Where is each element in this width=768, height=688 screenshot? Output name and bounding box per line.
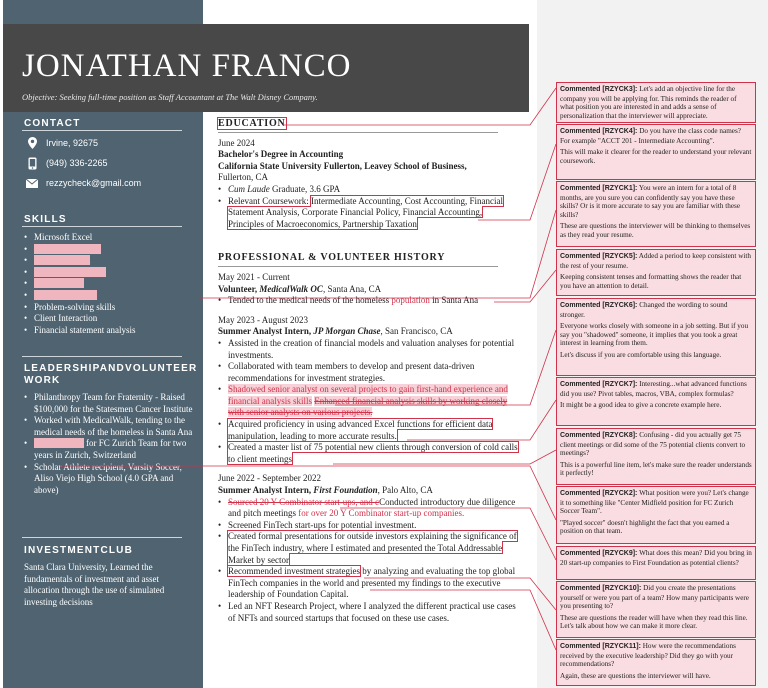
job3-dates: June 2022 - September 2022	[218, 473, 321, 484]
location-row	[24, 133, 194, 153]
location-pin-icon	[24, 137, 40, 149]
education-title: EDUCATION	[218, 118, 286, 129]
school: California State University Fullerton, Leavey School of Business,	[218, 160, 467, 171]
contact-title: CONTACT	[24, 118, 81, 129]
leadership-section	[24, 363, 198, 387]
contact-section	[24, 118, 194, 129]
skills-divider	[22, 226, 182, 227]
job2-bullet: • Collaborated with team members to develop and present data-driven recommendations for investment strategies.	[218, 361, 518, 384]
comment-card[interactable]: Commented [RZYCK4]: Do you have the class code names? For example "ACCT 201 - Intermediate Accounting". This will make it clearer for the reader to understand your relevant coursework.	[556, 124, 756, 180]
mail-icon	[24, 179, 40, 188]
job3-heading: Summer Analyst Intern, First Foundation, Palo Alto, CA	[218, 485, 433, 496]
coursework-item: • Relevant Coursework: Intermediate Accounting, Cost Accounting, Financial Statement Analysis, Corporate Financial Policy, Financial Accounting, Principles of Macroeconomics, Partnership Taxation	[218, 196, 518, 231]
honors-item: • Cum Laude Graduate, 3.6 GPA	[218, 184, 518, 196]
phone-row	[24, 153, 194, 173]
job3-bullet: • Screened FinTech start-ups for potential investment.	[218, 520, 518, 532]
job2-bullet: • Created a master list of 75 potential new clients through conversion of cold calls to client meetings	[218, 442, 518, 465]
job2-bullet: • Shadowed senior analyst on several projects to gain first-hand experience and financial analysis skills Enhanced financial analysis skills by working closely with senior analysts on various projects.	[218, 384, 518, 419]
experience-title: PROFESSIONAL & VOLUNTEER HISTORY	[218, 252, 446, 264]
leadership-item: • Philanthropy Team for Fraternity - Raised $100,000 for the Statesmen Cancer Institute	[24, 392, 194, 415]
job3-bullet: • Sourced 20 Y Combinator start-ups, and cConducted introductory due diligence and pitch meetings for over 20 Y Combinator start-up companies.	[218, 497, 518, 520]
job2-bullet: • Acquired proficiency in using advanced Excel functions for efficient data manipulation, leading to more accurate results.	[218, 419, 518, 442]
contact-divider	[22, 130, 182, 131]
leadership-item: • Scholar Athlete recipient, Varsity Soccer, Aliso Viejo High School (4.0 GPA and above)	[24, 462, 194, 497]
skill-item: • Detail-Oriented	[24, 255, 194, 267]
leadership-top-divider	[22, 356, 182, 357]
comment-card[interactable]: Commented [RZYCK2]: What position were you? Let's change it to something like "Center Midfield position for FC Zurich Soccer Team". "Played soccer" doesn't highlight the fact that you earned a position on that team.	[556, 486, 756, 544]
investment-title: INVESTMENTCLUB	[24, 545, 134, 556]
leadership-item: • Worked with MedicalWalk, tending to the medical needs of the homeless in Santa Ana	[24, 415, 194, 438]
job1-heading: Volunteer, MedicalWalk OC, Santa Ana, CA	[218, 283, 382, 294]
main-content	[218, 118, 518, 624]
skill-item: • Client Interaction	[24, 313, 194, 325]
contact-rows	[24, 133, 194, 193]
skill-item: • Data Analysis	[24, 278, 194, 290]
comment-card[interactable]: Commented [RZYCK5]: Added a period to keep consistent with the rest of your resume. Keeping consistent tenses and formatting shows the reader that you have an attention to detail.	[556, 249, 756, 296]
job2-heading: Summer Analyst Intern, JP Morgan Chase, San Francisco, CA	[218, 326, 453, 337]
job2-list	[218, 338, 518, 466]
education-date: June 2024	[218, 137, 255, 148]
leadership-list	[24, 392, 194, 496]
job2-dates: May 2023 - August 2023	[218, 314, 308, 325]
objective-line: Objective: Seeking full-time position as Staff Accountant at The Walt Disney Company.	[22, 92, 318, 102]
investment-top-divider	[22, 537, 182, 538]
phone-text: (949) 336-2265	[46, 158, 108, 168]
comment-card[interactable]: Commented [RZYCK10]: Did you create the presentations yourself or were you part of a team? How many participants were you presenting to? These are questions the reader will have when they read this line. Let's talk about how we can make it more clear.	[556, 581, 756, 638]
skills-list	[24, 232, 194, 336]
skill-item: • Team Collaboration	[24, 267, 194, 279]
job1-list	[218, 295, 518, 307]
experience-divider	[218, 266, 498, 267]
job1-dates: May 2021 - Current	[218, 271, 290, 282]
skill-item: • Problem-solving skills	[24, 302, 194, 314]
candidate-name: JONATHAN FRANCO	[22, 48, 352, 84]
email-row	[24, 173, 194, 193]
leadership-title: LEADERSHIPANDVOLUNTEER WORK	[24, 363, 198, 386]
location-text: Irvine, 92675	[46, 138, 99, 148]
education-list	[218, 184, 518, 230]
investment-section	[24, 545, 194, 556]
job3-bullet: • Recommended investment strategies by analyzing and evaluating the top global FinTech companies in the world and presented my findings to the executive leadership of Foundation Capital.	[218, 566, 518, 601]
leadership-item: • Played soccer for FC Zurich Team for two years in Zurich, Switzerland	[24, 438, 194, 461]
skills-section	[24, 214, 194, 225]
job3-list	[218, 497, 518, 625]
comment-card[interactable]: Commented [RZYCK9]: What does this mean? Did you bring in 20 start-up companies to First Foundation as potential clients?	[556, 546, 756, 580]
comment-card[interactable]: Commented [RZYCK8]: Confusing - did you actually get 75 client meetings or did some of the 75 potential clients convert to meetings? This is a powerful line item, let's make sure the reader understands it perfectly!	[556, 428, 756, 485]
degree: Bachelor's Degree in Accounting	[218, 149, 344, 160]
comment-card[interactable]: Commented [RZYCK7]: Interesting...what advanced functions did you use? Pivot tables, macros, VBA, complex formulas? It might be a good idea to give a concrete example here.	[556, 377, 756, 426]
comment-card[interactable]: Commented [RZYCK6]: Changed the wording to sound stronger. Everyone works closely with someone in a job setting. But if you say you "shadowed" someone, it implies that you took a great interest in learning from them. Let's discuss if you are comfortable using this language.	[556, 298, 756, 376]
comment-card[interactable]: Commented [RZYCK3]: Let's add an objective line for the company you will be applying for. This reminds the reader of what position you are interested in and adds a sense of personalization that the interviewer will appreciate.	[556, 82, 756, 123]
skill-item-blank	[24, 290, 194, 302]
job3-bullet: • Created formal presentations for outside investors explaining the significance of the FinTech industry, where I estimated and presented the Total Addressable Market by sector	[218, 531, 518, 566]
school-city: Fullerton, CA	[218, 172, 269, 183]
skill-item: • Financial statement analysis	[24, 325, 194, 337]
leadership-list-wrap	[24, 392, 194, 496]
education-divider	[218, 132, 498, 133]
skill-item: • Financial Analysis	[24, 244, 194, 256]
investment-text-wrap	[24, 562, 194, 608]
skill-item: • Microsoft Excel	[24, 232, 194, 244]
comment-card[interactable]: Commented [RZYCK1]: You were an intern for a total of 8 months, are you sure you can confidently say you have these skills? Or is it more accurate to say you are familiar with these skills? These are questions the interviewer will be thinking to themselves as they read your resume.	[556, 181, 756, 247]
email-text: rezzycheck@gmail.com	[46, 178, 142, 188]
comment-card[interactable]: Commented [RZYCK11]: How were the recommendations received by the executive leadership? Did they go with your recommendations? Again, these are questions the interviewer will have.	[556, 639, 756, 686]
job3-bullet: • Led an NFT Research Project, where I analyzed the different practical use cases of NFTs and sourced startups that focused on these use cases.	[218, 601, 518, 624]
job1-bullet: • Tended to the medical needs of the homeless population in Santa Ana	[218, 295, 518, 307]
investment-text: Santa Clara University, Learned the fundamentals of investment and asset allocation through the use of simulated investing decisions	[24, 562, 165, 607]
skills-title: SKILLS	[24, 214, 67, 225]
job2-bullet: • Assisted in the creation of financial models and valuation analyses for potential investments.	[218, 338, 518, 361]
skills-list-wrap	[24, 232, 194, 336]
phone-icon	[24, 157, 40, 170]
